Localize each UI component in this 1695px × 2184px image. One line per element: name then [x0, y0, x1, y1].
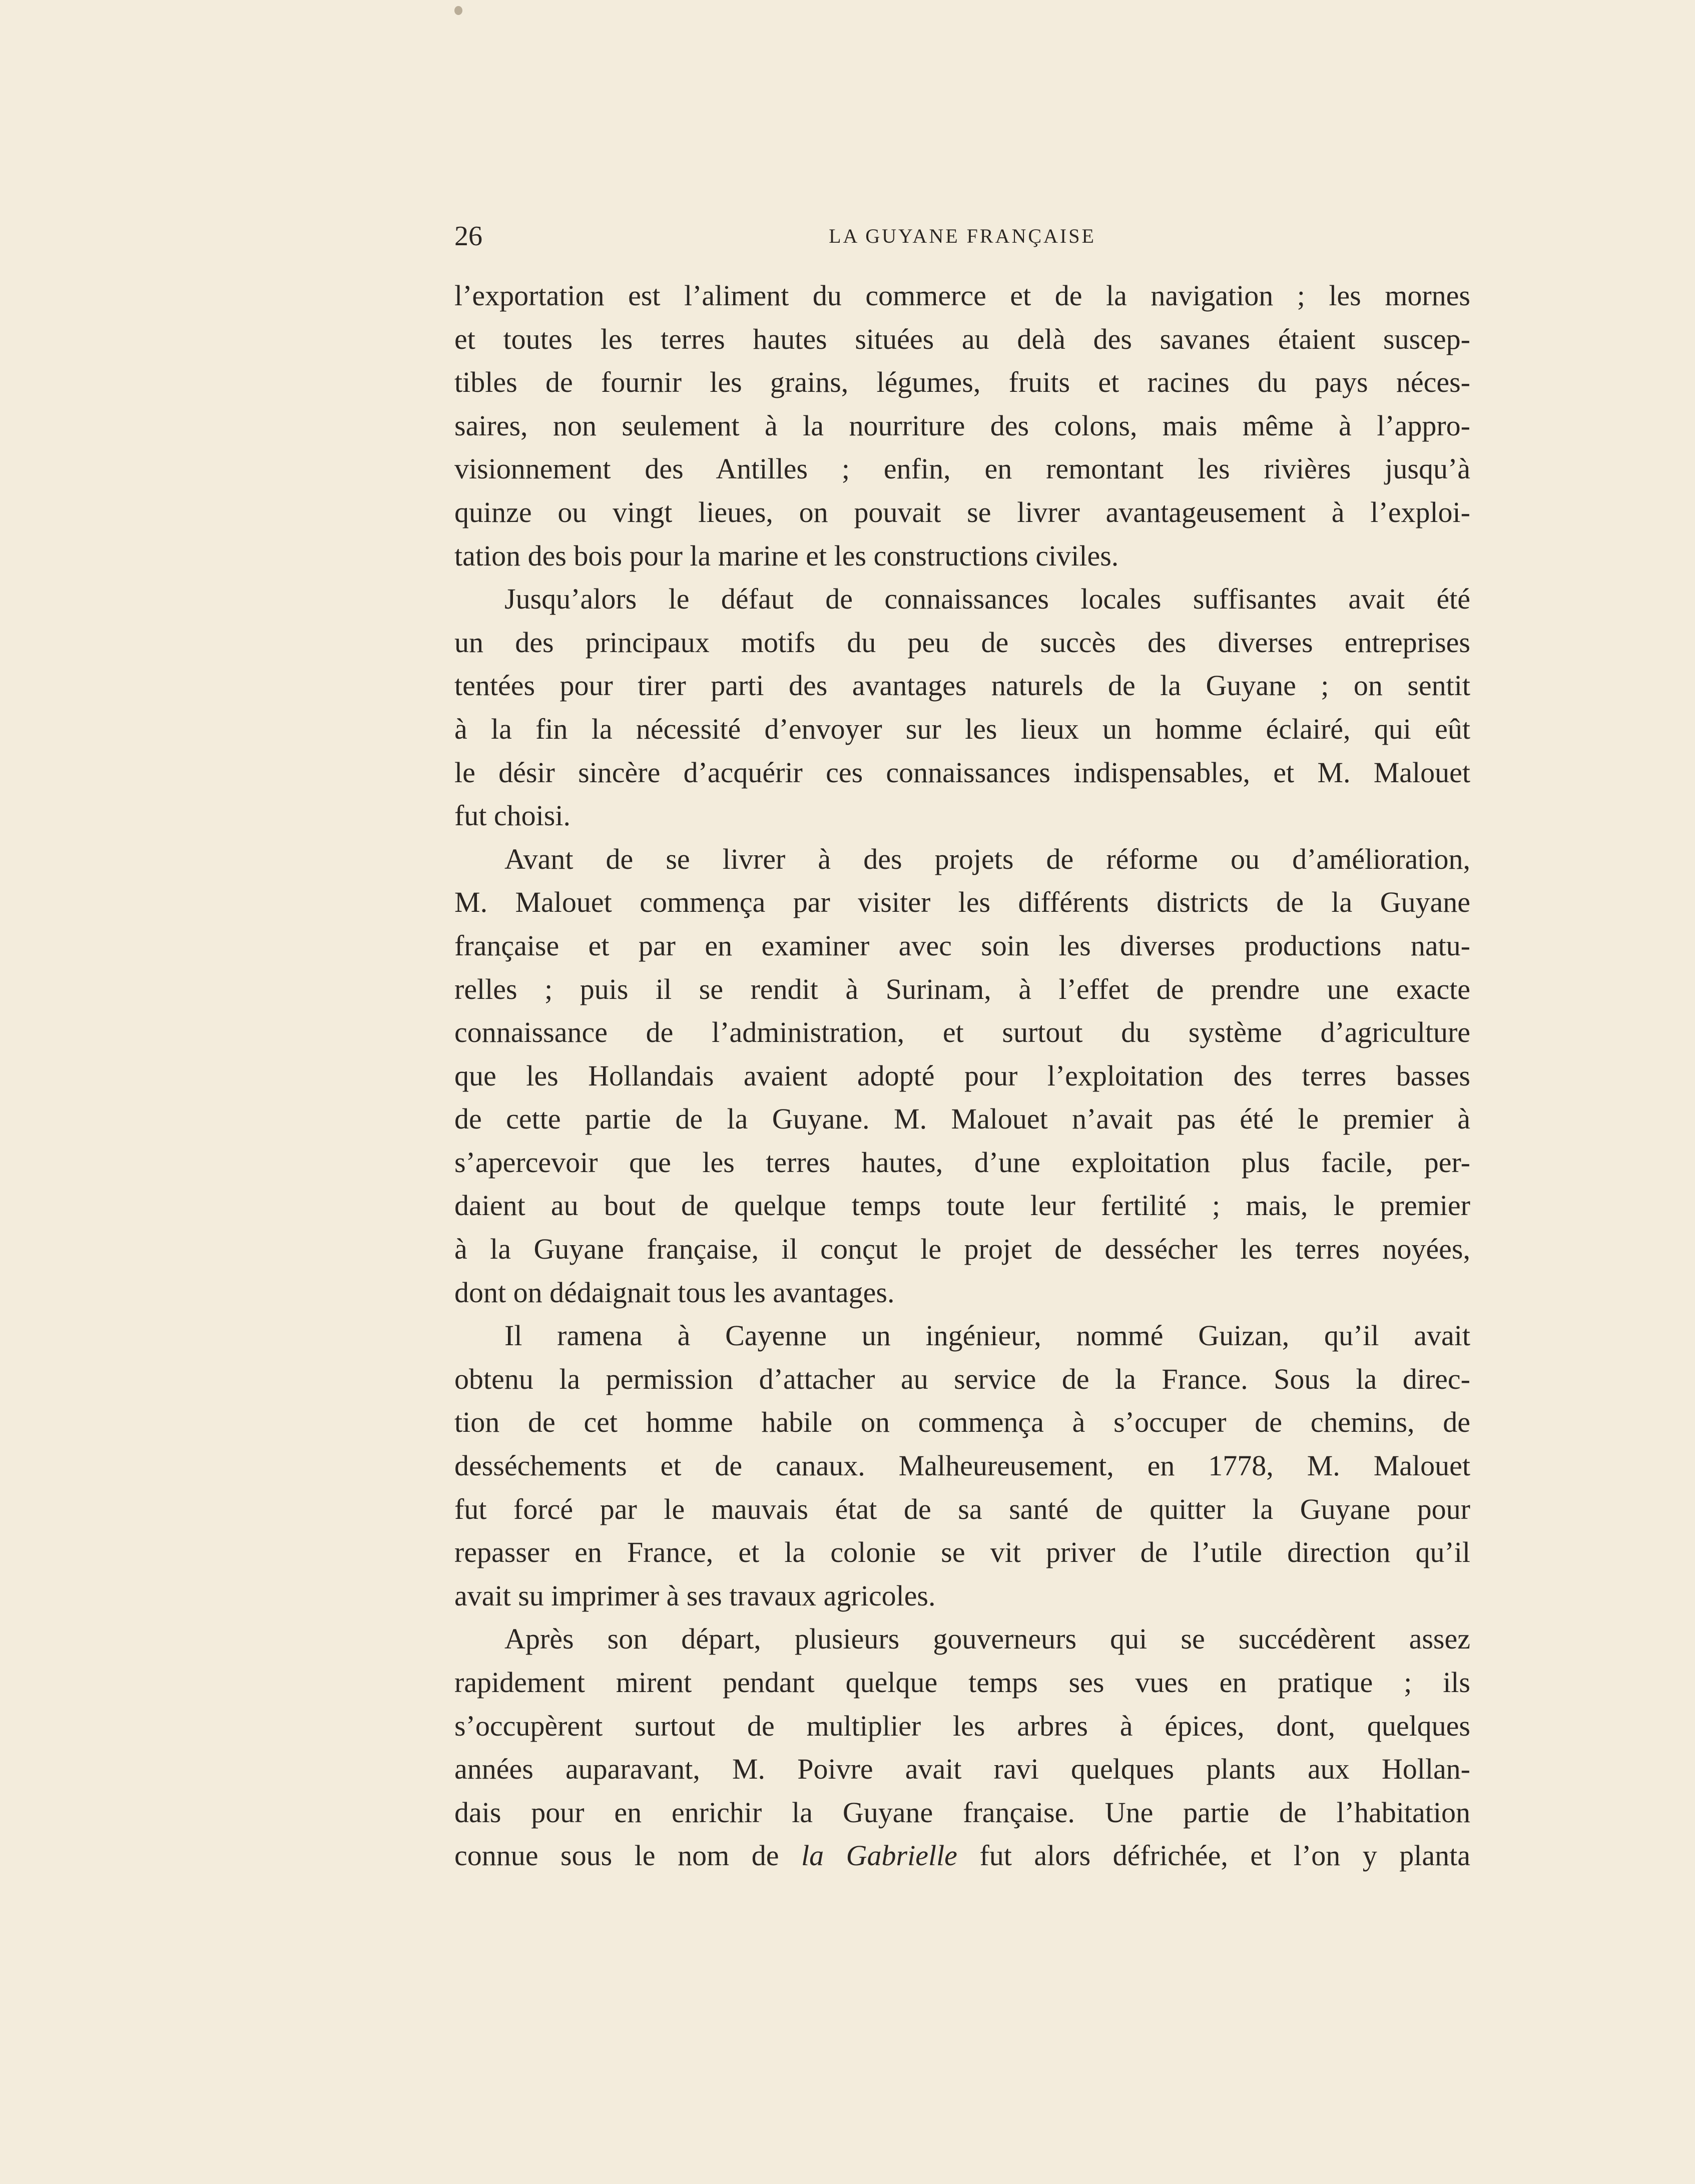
text-span: fut alors défrichée, et l’on y planta [957, 1839, 1470, 1872]
text-line: M. Malouet commença par visiter les différents districts de la Guyane [454, 886, 1470, 919]
text-line: quinze ou vingt lieues, on pouvait se livrer avantageusement à l’exploi- [454, 495, 1470, 528]
text-line: tion de cet homme habile on commença à s’occuper de chemins, de [454, 1406, 1470, 1439]
text-line: connaissance de l’administration, et surtout du système d’agriculture [454, 1016, 1470, 1049]
text-line: et toutes les terres hautes situées au delà des savanes étaient suscep- [454, 322, 1470, 355]
running-header [454, 216, 1470, 256]
text-line: un des principaux motifs du peu de succès des diverses entreprises [454, 626, 1470, 659]
text-line: tentées pour tirer parti des avantages naturels de la Guyane ; on sentit [454, 669, 1470, 702]
text-line: à la Guyane française, il conçut le projet de dessécher les terres noyées, [454, 1233, 1470, 1266]
text-line: obtenu la permission d’attacher au service de la France. Sous la direc- [454, 1362, 1470, 1395]
text-line: avait su imprimer à ses travaux agricoles. [454, 1579, 936, 1612]
paragraph-start-line: Avant de se livrer à des projets de réforme ou d’amélioration, [504, 842, 1470, 875]
text-line: fut choisi. [454, 799, 571, 832]
text-line: desséchements et de canaux. Malheureusement, en 1778, M. Malouet [454, 1449, 1470, 1482]
text-line: daient au bout de quelque temps toute leur fertilité ; mais, le premier [454, 1189, 1470, 1222]
page-number: 26 [454, 221, 482, 252]
text-line: l’exportation est l’aliment du commerce et de la navigation ; les mornes [454, 279, 1470, 312]
running-title: LA GUYANE FRANÇAISE [829, 225, 1096, 247]
text-line: que les Hollandais avaient adopté pour l’exploitation des terres basses [454, 1059, 1470, 1092]
text-line: dais pour en enrichir la Guyane française. Une partie de l’habitation [454, 1796, 1470, 1829]
text-line: le désir sincère d’acquérir ces connaissances indispensables, et M. Malouet [454, 756, 1470, 789]
ink-speck [454, 6, 462, 15]
text-line: dont on dédaignait tous les avantages. [454, 1276, 895, 1309]
text-line: rapidement mirent pendant quelque temps ses vues en pratique ; ils [454, 1666, 1470, 1699]
italic-place-name: la Gabrielle [801, 1839, 957, 1872]
text-line: repasser en France, et la colonie se vit priver de l’utile direction qu’il [454, 1536, 1470, 1569]
text-line-with-italic [454, 1834, 1470, 1878]
text-line: de cette partie de la Guyane. M. Malouet n’avait pas été le premier à [454, 1103, 1470, 1136]
text-span: connue sous le nom de [454, 1839, 801, 1872]
text-line: tibles de fournir les grains, légumes, fruits et racines du pays néces- [454, 366, 1470, 399]
text-line: visionnement des Antilles ; enfin, en remontant les rivières jusqu’à [454, 452, 1470, 485]
text-line: fut forcé par le mauvais état de sa santé de quitter la Guyane pour [454, 1492, 1470, 1525]
text-line: à la fin la nécessité d’envoyer sur les lieux un homme éclairé, qui eût [454, 712, 1470, 745]
paragraph-start-line: Après son départ, plusieurs gouverneurs qui se succédèrent assez [504, 1622, 1470, 1656]
text-line: s’occupèrent surtout de multiplier les arbres à épices, dont, quelques [454, 1709, 1470, 1742]
paragraph-start-line: Il ramena à Cayenne un ingénieur, nommé Guizan, qu’il avait [504, 1319, 1470, 1352]
body-text [454, 274, 1470, 1878]
text-line: années auparavant, M. Poivre avait ravi quelques plants aux Hollan- [454, 1753, 1470, 1786]
text-line: saires, non seulement à la nourriture des colons, mais même à l’appro- [454, 409, 1470, 442]
text-line: relles ; puis il se rendit à Surinam, à l’effet de prendre une exacte [454, 972, 1470, 1005]
text-line: tation des bois pour la marine et les constructions civiles. [454, 539, 1119, 572]
text-line: française et par en examiner avec soin les diverses productions natu- [454, 929, 1470, 962]
text-line: s’apercevoir que les terres hautes, d’une exploitation plus facile, per- [454, 1146, 1470, 1179]
paragraph-start-line: Jusqu’alors le défaut de connaissances locales suffisantes avait été [504, 583, 1470, 616]
